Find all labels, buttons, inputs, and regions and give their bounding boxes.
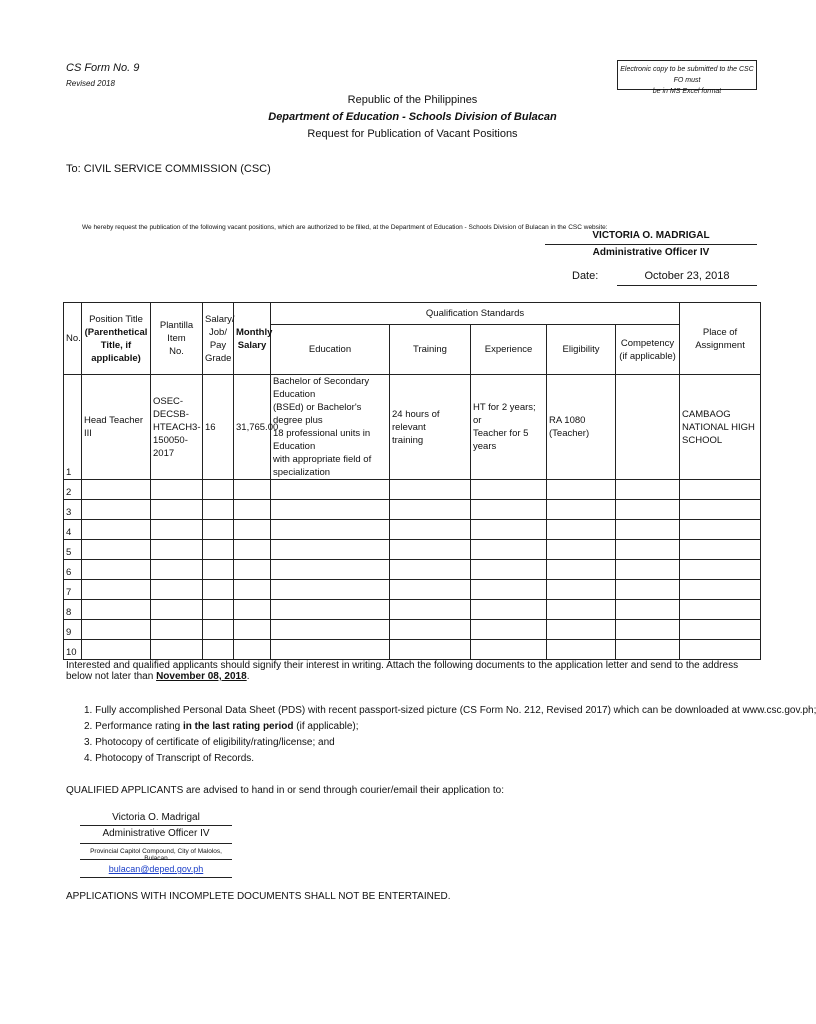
interest-instructions <box>66 660 761 682</box>
empty-cell <box>151 620 203 640</box>
empty-cell <box>616 620 680 640</box>
note-line-2: be in MS Excel format <box>652 88 722 95</box>
empty-cell <box>471 640 547 660</box>
requirement-text: 2. Performance rating <box>84 721 183 732</box>
row-number: 8 <box>64 600 82 620</box>
vacant-positions-table <box>63 302 761 660</box>
empty-cell <box>471 560 547 580</box>
place-of-assignment-cell <box>680 375 761 480</box>
contact-title: Administrative Officer IV <box>102 828 210 839</box>
empty-cell <box>271 600 390 620</box>
submission-instructions: QUALIFIED APPLICANTS are advised to hand in or send through courier/email their application to: <box>66 785 505 796</box>
col-training: Training <box>390 325 471 375</box>
position-title-label: Position Title <box>89 313 143 325</box>
col-qualification-standards: Qualification Standards <box>271 303 680 325</box>
empty-cell <box>547 520 616 540</box>
position-sub-label-3: applicable) <box>91 352 141 364</box>
empty-cell <box>390 520 471 540</box>
row-number: 1 <box>64 375 82 480</box>
col-salary-grade <box>203 303 234 375</box>
empty-cell <box>680 640 761 660</box>
empty-cell <box>471 600 547 620</box>
empty-cell <box>82 640 151 660</box>
incomplete-warning: APPLICATIONS WITH INCOMPLETE DOCUMENTS SHALL NOT BE ENTERTAINED. <box>66 891 451 902</box>
requirements-list <box>84 703 816 767</box>
deadline-period: . <box>246 671 250 682</box>
place-line: CAMBAOG <box>682 408 731 420</box>
empty-cell <box>390 580 471 600</box>
contact-divider <box>80 843 232 844</box>
col-no: No. <box>64 303 82 375</box>
empty-cell <box>203 560 234 580</box>
empty-cell <box>271 480 390 500</box>
place-line: NATIONAL HIGH <box>682 421 755 433</box>
empty-cell <box>234 620 271 640</box>
addressee: To: CIVIL SERVICE COMMISSION (CSC) <box>66 163 271 175</box>
date-underline <box>617 285 757 286</box>
position-sub-label-2: Title, if <box>100 339 132 351</box>
contact-name: Victoria O. Madrigal <box>112 812 200 823</box>
empty-cell <box>616 500 680 520</box>
empty-cell <box>680 480 761 500</box>
empty-cell <box>82 560 151 580</box>
experience-line: HT for 2 years; or <box>473 402 536 426</box>
empty-cell <box>616 640 680 660</box>
empty-cell <box>151 520 203 540</box>
row-number: 10 <box>64 640 82 660</box>
list-item <box>84 719 816 735</box>
empty-cell <box>547 640 616 660</box>
row-number: 5 <box>64 540 82 560</box>
empty-cell <box>151 540 203 560</box>
plantilla-label-2: No. <box>169 346 184 357</box>
empty-cell <box>547 620 616 640</box>
col-competency <box>616 325 680 375</box>
plantilla-line: OSEC- <box>153 395 184 407</box>
contact-address: Provincial Capitol Compound, City of Malolos, Bulacan <box>90 848 222 862</box>
empty-cell <box>234 480 271 500</box>
empty-cell <box>271 500 390 520</box>
empty-cell <box>680 520 761 540</box>
interest-text: Interested and qualified applicants should signify their interest in writing. Attach the following documents to the application letter and send to the address below not later than <box>66 660 739 682</box>
date-label: Date: <box>572 270 599 282</box>
empty-cell <box>390 480 471 500</box>
empty-cell <box>547 580 616 600</box>
table-row <box>64 520 761 540</box>
empty-cell <box>616 480 680 500</box>
position-sub-label-1: (Parenthetical <box>84 326 148 338</box>
education-line: (BSEd) or Bachelor's degree plus <box>273 402 362 426</box>
empty-cell <box>151 560 203 580</box>
empty-cell <box>547 600 616 620</box>
list-item: 1. Fully accomplished Personal Data Sheet (PDS) with recent passport-sized picture (CS Form No. 212, Revised 2017) which can be downloaded at www.csc.gov.ph; <box>84 705 816 716</box>
empty-cell <box>471 520 547 540</box>
empty-cell <box>271 620 390 640</box>
row-number: 2 <box>64 480 82 500</box>
row-number: 7 <box>64 580 82 600</box>
revision-label: Revised 2018 <box>66 79 115 88</box>
empty-cell <box>547 540 616 560</box>
empty-cell <box>234 520 271 540</box>
empty-cell <box>234 640 271 660</box>
empty-cell <box>203 480 234 500</box>
col-place-of-assignment: Place of Assignment <box>680 303 761 375</box>
col-education: Education <box>271 325 390 375</box>
empty-cell <box>82 620 151 640</box>
excel-format-note <box>617 60 757 95</box>
empty-cell <box>234 540 271 560</box>
col-eligibility: Eligibility <box>547 325 616 375</box>
signatory-title: Administrative Officer IV <box>592 247 710 258</box>
empty-cell <box>203 600 234 620</box>
competency-label-2: (if applicable) <box>619 350 676 362</box>
empty-cell <box>234 600 271 620</box>
salary-grade-label-1: Salary/ <box>205 313 235 325</box>
empty-cell <box>547 500 616 520</box>
empty-cell <box>680 600 761 620</box>
empty-cell <box>151 580 203 600</box>
empty-cell <box>203 580 234 600</box>
empty-cell <box>234 560 271 580</box>
signatory-divider <box>545 244 757 245</box>
republic-heading: Republic of the Philippines <box>347 94 478 106</box>
education-line: with appropriate field of <box>273 454 372 465</box>
empty-cell <box>151 480 203 500</box>
empty-cell <box>680 580 761 600</box>
plantilla-label-1: Plantilla Item <box>159 320 194 344</box>
date-value: October 23, 2018 <box>644 270 730 282</box>
table-row <box>64 500 761 520</box>
empty-cell <box>271 540 390 560</box>
empty-cell <box>471 540 547 560</box>
col-position-title <box>82 303 151 375</box>
monthly-salary-label-2: Salary <box>237 339 267 351</box>
empty-cell <box>547 480 616 500</box>
empty-cell <box>390 500 471 520</box>
monthly-salary-label-1: Monthly <box>236 326 273 338</box>
experience-cell <box>471 375 547 480</box>
empty-cell <box>234 500 271 520</box>
plantilla-line: DECSB- <box>153 408 189 420</box>
empty-cell <box>151 600 203 620</box>
row-number: 9 <box>64 620 82 640</box>
page-title: Request for Publication of Vacant Positions <box>307 128 518 140</box>
deadline-date: November 08, 2018 <box>156 671 247 682</box>
empty-cell <box>271 520 390 540</box>
table-row <box>64 580 761 600</box>
empty-cell <box>616 600 680 620</box>
training-cell <box>390 375 471 480</box>
empty-cell <box>82 520 151 540</box>
col-plantilla <box>151 303 203 375</box>
table-row <box>64 560 761 580</box>
competency-label-1: Competency <box>620 337 675 349</box>
empty-cell <box>82 580 151 600</box>
contact-divider <box>80 825 232 826</box>
empty-cell <box>151 640 203 660</box>
empty-cell <box>616 520 680 540</box>
signatory-name: VICTORIA O. MADRIGAL <box>592 230 710 241</box>
empty-rows <box>64 480 761 660</box>
empty-cell <box>471 580 547 600</box>
empty-cell <box>151 500 203 520</box>
empty-cell <box>616 560 680 580</box>
contact-email-link[interactable]: bulacan@deped.gov.ph <box>108 864 204 874</box>
empty-cell <box>271 640 390 660</box>
col-monthly-salary <box>234 303 271 375</box>
department-heading: Department of Education - Schools Division of Bulacan <box>268 111 557 123</box>
empty-cell <box>547 560 616 580</box>
form-number: CS Form No. 9 <box>66 62 140 74</box>
empty-cell <box>390 560 471 580</box>
empty-cell <box>203 520 234 540</box>
training-line: 24 hours of relevant <box>392 408 440 433</box>
empty-cell <box>390 600 471 620</box>
empty-cell <box>82 540 151 560</box>
table-row <box>64 480 761 500</box>
table-row <box>64 620 761 640</box>
experience-line: Teacher for 5 years <box>473 428 529 452</box>
salary-grade-label-4: Grade <box>205 352 232 364</box>
col-experience: Experience <box>471 325 547 375</box>
empty-cell <box>616 540 680 560</box>
empty-cell <box>680 540 761 560</box>
salary-grade-label-3: Pay <box>209 339 227 351</box>
empty-cell <box>82 600 151 620</box>
education-line: Bachelor of Secondary Education <box>273 376 370 400</box>
empty-cell <box>471 620 547 640</box>
monthly-salary-cell: 31,765.00 <box>234 375 271 480</box>
empty-cell <box>680 560 761 580</box>
empty-cell <box>616 580 680 600</box>
plantilla-line: 150050-2017 <box>153 434 188 459</box>
empty-cell <box>203 620 234 640</box>
empty-cell <box>203 500 234 520</box>
list-item: 4. Photocopy of Transcript of Records. <box>84 753 255 764</box>
plantilla-line: HTEACH3- <box>153 421 201 433</box>
row-number: 3 <box>64 500 82 520</box>
empty-cell <box>203 640 234 660</box>
table-row <box>64 600 761 620</box>
training-line: training <box>392 434 424 446</box>
empty-cell <box>471 500 547 520</box>
requirement-emphasis: in the last rating period <box>182 721 294 732</box>
education-line: 18 professional units in Education <box>273 428 371 452</box>
plantilla-cell <box>151 375 203 480</box>
eligibility-cell: RA 1080 (Teacher) <box>547 375 616 480</box>
empty-cell <box>680 500 761 520</box>
contact-divider <box>80 877 232 878</box>
empty-cell <box>390 640 471 660</box>
row-number: 6 <box>64 560 82 580</box>
position-title-cell: Head Teacher III <box>82 375 151 480</box>
empty-cell <box>271 560 390 580</box>
competency-cell <box>616 375 680 480</box>
request-statement: We hereby request the publication of the following vacant positions, which are authorized to be filled, at the Department of Education - Schools Division of Bulacan in the CSC website: <box>82 224 608 231</box>
table-row <box>64 640 761 660</box>
row-number: 4 <box>64 520 82 540</box>
empty-cell <box>82 480 151 500</box>
empty-cell <box>680 620 761 640</box>
contact-divider <box>80 859 232 860</box>
education-line: specialization <box>273 467 331 478</box>
table-row <box>64 375 761 480</box>
empty-cell <box>234 580 271 600</box>
place-line: SCHOOL <box>682 434 723 446</box>
salary-grade-label-2: Job/ <box>209 326 227 338</box>
requirement-text: (if applicable); <box>293 721 359 732</box>
list-item: 3. Photocopy of certificate of eligibility/rating/license; and <box>84 737 335 748</box>
empty-cell <box>471 480 547 500</box>
empty-cell <box>82 500 151 520</box>
empty-cell <box>390 540 471 560</box>
empty-cell <box>271 580 390 600</box>
education-cell <box>271 375 390 480</box>
table-row <box>64 540 761 560</box>
salary-grade-cell: 16 <box>203 375 234 480</box>
note-line-1: Electronic copy to be submitted to the CSC FO must <box>620 66 754 84</box>
empty-cell <box>203 540 234 560</box>
empty-cell <box>390 620 471 640</box>
